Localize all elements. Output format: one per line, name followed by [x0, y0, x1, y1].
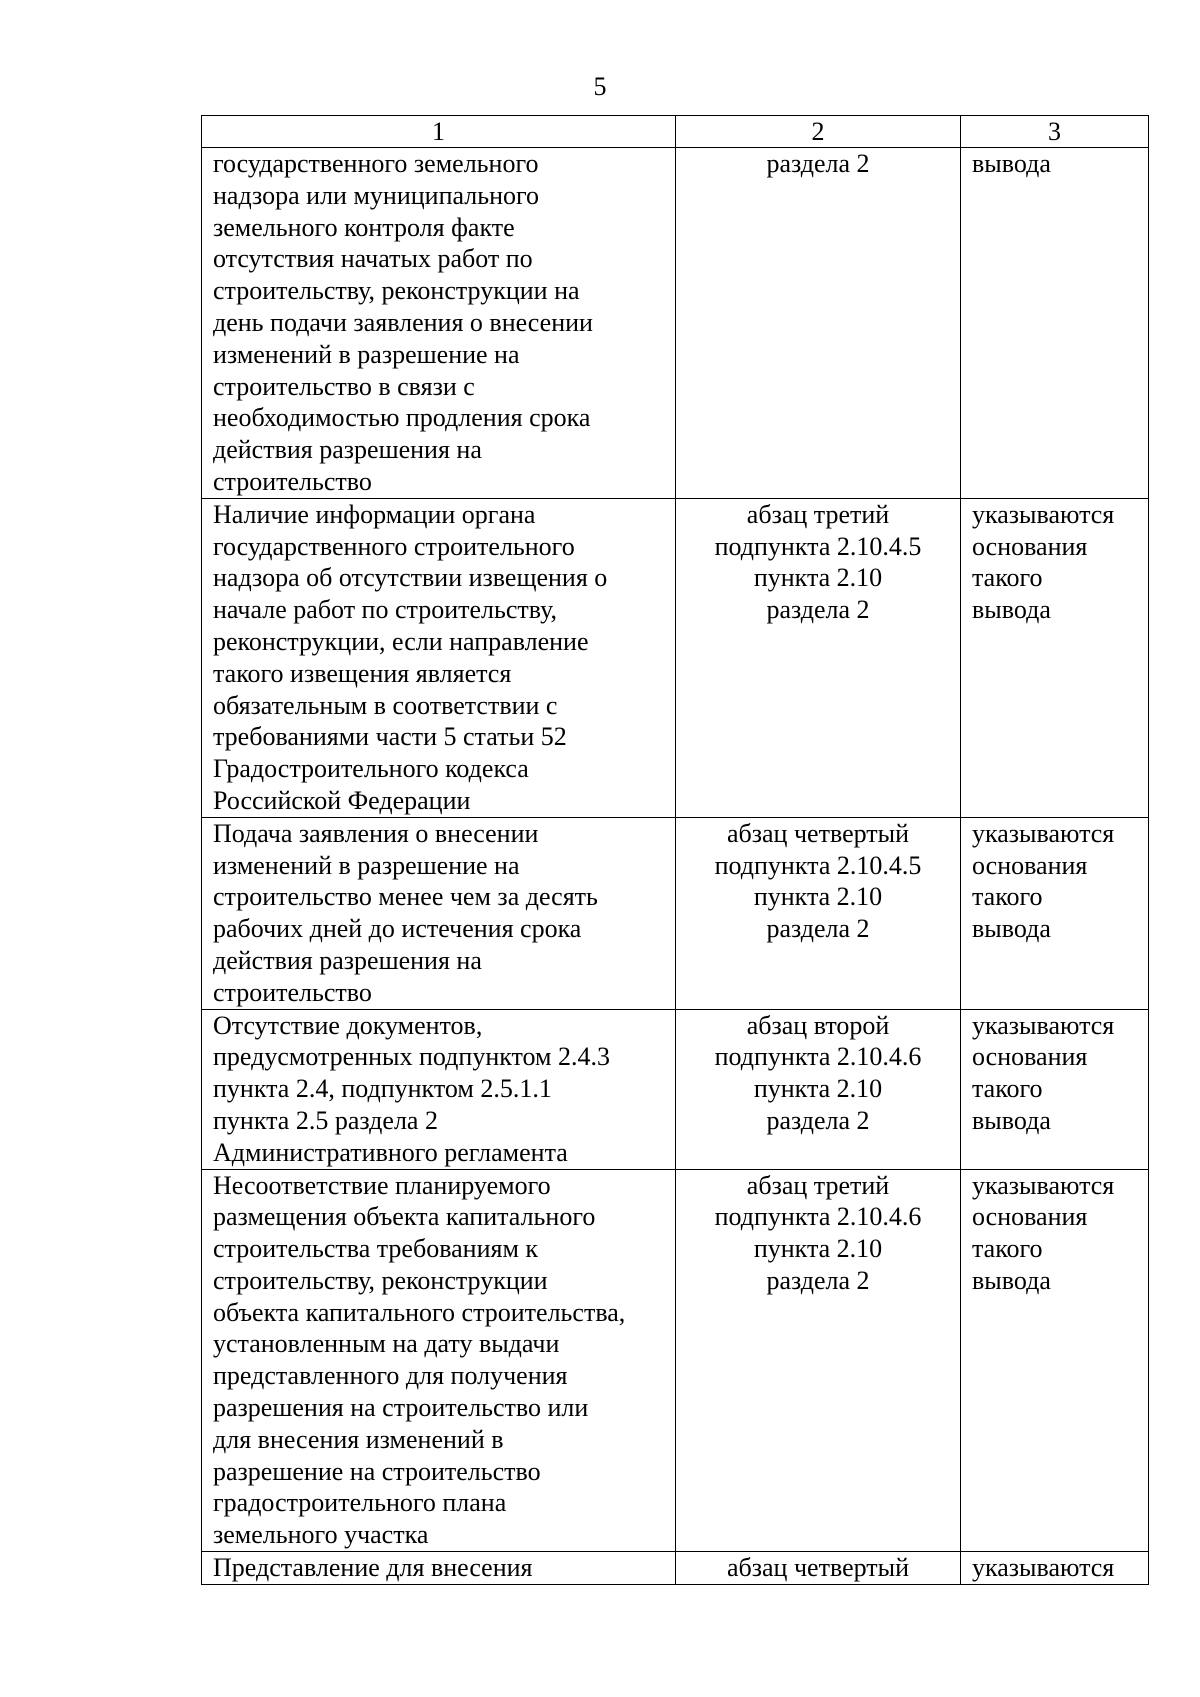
cell-text-line: пункта 2.10 — [753, 1234, 883, 1264]
cell-text-line: разрешение на строительство — [213, 1456, 541, 1486]
cell-text-line: раздела 2 — [766, 149, 870, 178]
cell-text-line: указываются — [972, 1170, 1115, 1200]
cell-text-line: вывода — [972, 914, 1051, 944]
cell-text-line: день подачи заявления о внесении — [213, 307, 593, 337]
cell-text-line: вывода — [972, 1265, 1051, 1295]
cell-text-line: вывода — [972, 595, 1051, 625]
cell-text-line: Наличие информации органа — [213, 499, 536, 529]
cell-text-line: объекта капитального строительства, — [213, 1297, 626, 1327]
cell-text-line: изменений в разрешение на — [213, 850, 520, 880]
page-number: 5 — [593, 72, 607, 101]
cell-text-line: Отсутствие документов, — [213, 1010, 483, 1040]
cell-text-line: строительство — [213, 466, 372, 496]
cell-text-line: строительства требованиям к — [213, 1234, 539, 1264]
cell-text-line: для внесения изменений в — [213, 1424, 504, 1454]
cell-text-line: земельного участка — [213, 1520, 429, 1550]
cell-text-line: пункта 2.10 — [753, 882, 883, 912]
cell-text-line: вывода — [972, 149, 1051, 178]
cell-text-line: такого — [972, 1234, 1043, 1264]
cell-text-line: изменений в разрешение на — [213, 339, 520, 369]
cell-note — [961, 817, 1149, 1009]
cell-text-line: абзац второй — [746, 1010, 890, 1040]
cell-text-line: рабочих дней до истечения срока — [213, 914, 582, 944]
column-header-3: 3 — [961, 116, 1149, 148]
cell-text-line: требованиями части 5 статьи 52 — [213, 722, 567, 752]
cell-text-line: абзац четвертый — [726, 1553, 910, 1583]
cell-text-line: Российской Федерации — [213, 785, 471, 815]
cell-description — [202, 1552, 676, 1585]
cell-text-line: раздела 2 — [766, 1105, 870, 1135]
cell-text-line: абзац третий — [746, 499, 890, 529]
table-row — [202, 498, 1149, 817]
cell-text-line: такого — [972, 1074, 1043, 1104]
table-row — [202, 1169, 1149, 1552]
cell-text-line: строительство — [213, 977, 372, 1007]
cell-text-line: установленным на дату выдачи — [213, 1329, 560, 1359]
cell-text-line: подпункта 2.10.4.6 — [714, 1042, 922, 1072]
cell-reference — [676, 817, 961, 1009]
cell-text-line: пункта 2.10 — [753, 563, 883, 593]
cell-note — [961, 498, 1149, 817]
cell-text-line: действия разрешения на — [213, 435, 482, 465]
cell-text-line: реконструкции, если направление — [213, 626, 589, 656]
cell-text-line: указываются — [972, 499, 1115, 529]
cell-description — [202, 817, 676, 1009]
cell-text-line: строительство в связи с — [213, 371, 475, 401]
table-header-row — [202, 116, 1149, 148]
cell-text-line: надзора или муниципального — [213, 180, 540, 210]
cell-text-line: земельного контроля факте — [213, 212, 515, 242]
cell-note — [961, 148, 1149, 499]
cell-note — [961, 1552, 1149, 1585]
cell-text-line: пункта 2.10 — [753, 1074, 883, 1104]
cell-text-line: подпункта 2.10.4.6 — [714, 1202, 922, 1232]
cell-description — [202, 148, 676, 499]
cell-text-line: представленного для получения — [213, 1361, 568, 1391]
cell-text-line: строительству, реконструкции — [213, 1265, 548, 1295]
cell-text-line: пункта 2.5 раздела 2 — [213, 1105, 438, 1135]
document-table — [201, 115, 1149, 1585]
cell-description — [202, 1169, 676, 1552]
cell-reference — [676, 1552, 961, 1585]
cell-text-line: необходимостью продления срока — [213, 403, 591, 433]
table-row — [202, 817, 1149, 1009]
cell-text-line: указываются — [972, 1010, 1115, 1040]
cell-text-line: указываются — [972, 818, 1115, 848]
table-row — [202, 1552, 1149, 1585]
cell-text-line: предусмотренных подпунктом 2.4.3 — [213, 1042, 610, 1072]
cell-text-line: основания — [972, 850, 1088, 880]
table-body — [202, 116, 1149, 1585]
cell-text-line: абзац четвертый — [726, 818, 910, 848]
cell-text-line: строительство менее чем за десять — [213, 882, 598, 912]
cell-text-line: основания — [972, 1042, 1088, 1072]
cell-text-line: государственного земельного — [213, 149, 539, 178]
cell-text-line: пункта 2.4, подпунктом 2.5.1.1 — [213, 1074, 552, 1104]
cell-text-line: разрешения на строительство или — [213, 1393, 589, 1423]
cell-text-line: начале работ по строительству, — [213, 595, 558, 625]
table-row — [202, 1009, 1149, 1169]
cell-text-line: Представление для внесения — [213, 1553, 533, 1583]
cell-text-line: Градостроительного кодекса — [213, 754, 529, 784]
cell-text-line: раздела 2 — [766, 1265, 870, 1295]
cell-reference — [676, 498, 961, 817]
cell-text-line: отсутствия начатых работ по — [213, 244, 533, 274]
cell-text-line: основания — [972, 1202, 1088, 1232]
cell-text-line: основания — [972, 531, 1088, 561]
table-row — [202, 148, 1149, 499]
cell-note — [961, 1009, 1149, 1169]
column-header-1: 1 — [202, 116, 676, 148]
cell-text-line: надзора об отсутствии извещения о — [213, 563, 608, 593]
cell-text-line: государственного строительного — [213, 531, 575, 561]
cell-description — [202, 1009, 676, 1169]
cell-text-line: указываются — [972, 1553, 1115, 1583]
cell-text-line: Подача заявления о внесении — [213, 818, 539, 848]
cell-text-line: абзац третий — [746, 1170, 890, 1200]
cell-reference — [676, 1169, 961, 1552]
cell-text-line: действия разрешения на — [213, 945, 482, 975]
cell-description — [202, 498, 676, 817]
cell-reference — [676, 148, 961, 499]
cell-text-line: строительству, реконструкции на — [213, 276, 580, 306]
cell-text-line: обязательным в соответствии с — [213, 690, 558, 720]
cell-text-line: Административного регламента — [213, 1137, 568, 1167]
cell-text-line: подпункта 2.10.4.5 — [714, 850, 922, 880]
cell-text-line: градостроительного плана — [213, 1488, 507, 1518]
cell-text-line: размещения объекта капитального — [213, 1202, 596, 1232]
column-header-2: 2 — [676, 116, 961, 148]
cell-text-line: такого — [972, 882, 1043, 912]
cell-note — [961, 1169, 1149, 1552]
cell-text-line: подпункта 2.10.4.5 — [714, 531, 922, 561]
cell-text-line: раздела 2 — [766, 595, 870, 625]
cell-text-line: Несоответствие планируемого — [213, 1170, 551, 1200]
cell-text-line: вывода — [972, 1105, 1051, 1135]
cell-text-line: раздела 2 — [766, 914, 870, 944]
cell-text-line: такого — [972, 563, 1043, 593]
cell-reference — [676, 1009, 961, 1169]
cell-text-line: такого извещения является — [213, 658, 512, 688]
